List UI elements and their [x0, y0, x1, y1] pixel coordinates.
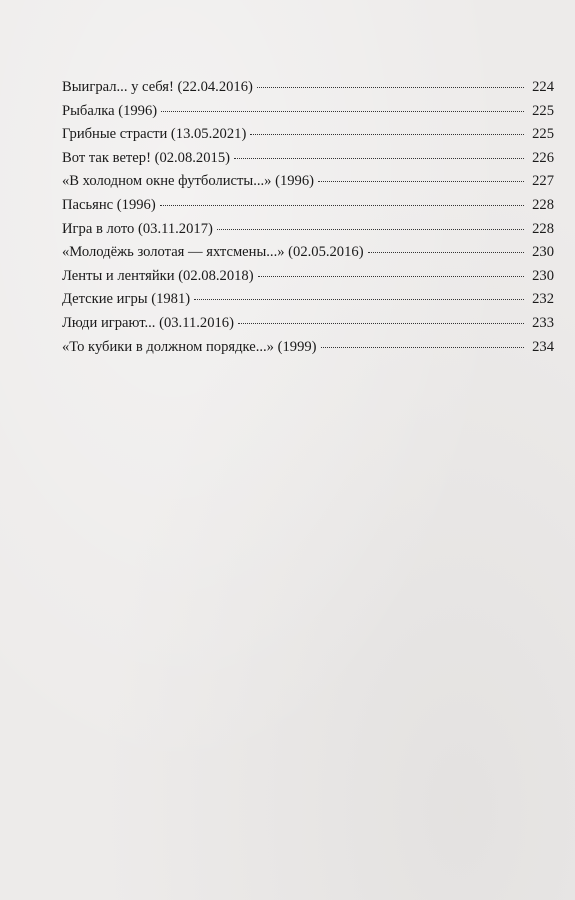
dot-leader: [318, 181, 524, 182]
toc-entry: [62, 123, 554, 147]
dot-leader: [234, 158, 524, 159]
dot-leader: [258, 276, 524, 277]
toc-entry-title: Грибные страсти (13.05.2021): [62, 126, 247, 143]
dot-leader: [257, 87, 524, 88]
table-of-contents: [62, 76, 554, 359]
toc-entry: [62, 265, 554, 289]
dot-leader: [368, 252, 524, 253]
toc-entry: [62, 76, 554, 100]
toc-entry: [62, 336, 554, 360]
toc-entry-page: 227: [532, 173, 554, 190]
toc-entry-title: Выиграл... у себя! (22.04.2016): [62, 79, 253, 95]
toc-entry-page: 232: [532, 291, 554, 308]
toc-entry-title: «Молодёжь золотая — яхтсмены...» (02.05.2016): [62, 244, 364, 261]
toc-entry-page: 230: [532, 267, 554, 284]
toc-entry-page: 225: [532, 102, 554, 119]
dot-leader: [217, 229, 524, 230]
toc-entry: [62, 218, 554, 242]
dot-leader: [238, 323, 524, 324]
dot-leader: [321, 347, 524, 348]
dot-leader: [160, 205, 524, 206]
toc-entry-page: 228: [532, 196, 554, 213]
dot-leader: [250, 134, 524, 135]
dot-leader: [194, 299, 524, 300]
toc-entry-title: Рыбалка (1996): [62, 102, 158, 119]
toc-entry-title: Ленты и лентяйки (02.08.2018): [62, 267, 254, 284]
toc-entry-page: 230: [532, 244, 554, 261]
toc-entry-page: 224: [532, 79, 554, 95]
toc-entry-title: Пасьянс (1996): [62, 196, 156, 213]
toc-entry: [62, 288, 554, 312]
toc-entry-title: «То кубики в должном порядке...» (1999): [62, 338, 317, 355]
toc-entry: [62, 312, 554, 336]
toc-entry-title: Люди играют... (03.11.2016): [62, 314, 234, 331]
dot-leader: [161, 111, 524, 112]
toc-entry: [62, 194, 554, 218]
toc-entry-title: «В холодном окне футболисты...» (1996): [62, 173, 314, 190]
toc-entry-title: Игра в лото (03.11.2017): [62, 220, 213, 237]
toc-entry: [62, 170, 554, 194]
toc-entry-title: Детские игры (1981): [62, 291, 191, 308]
toc-entry-page: 225: [532, 126, 554, 143]
toc-entry-page: 228: [532, 220, 554, 237]
toc-entry: [62, 147, 554, 171]
toc-entry-page: 226: [532, 149, 554, 166]
toc-entry-page: 234: [532, 338, 554, 355]
toc-entry-title: Вот так ветер! (02.08.2015): [62, 149, 230, 166]
toc-entry: [62, 100, 554, 124]
toc-entry-page: 233: [532, 314, 554, 331]
toc-entry: [62, 241, 554, 265]
